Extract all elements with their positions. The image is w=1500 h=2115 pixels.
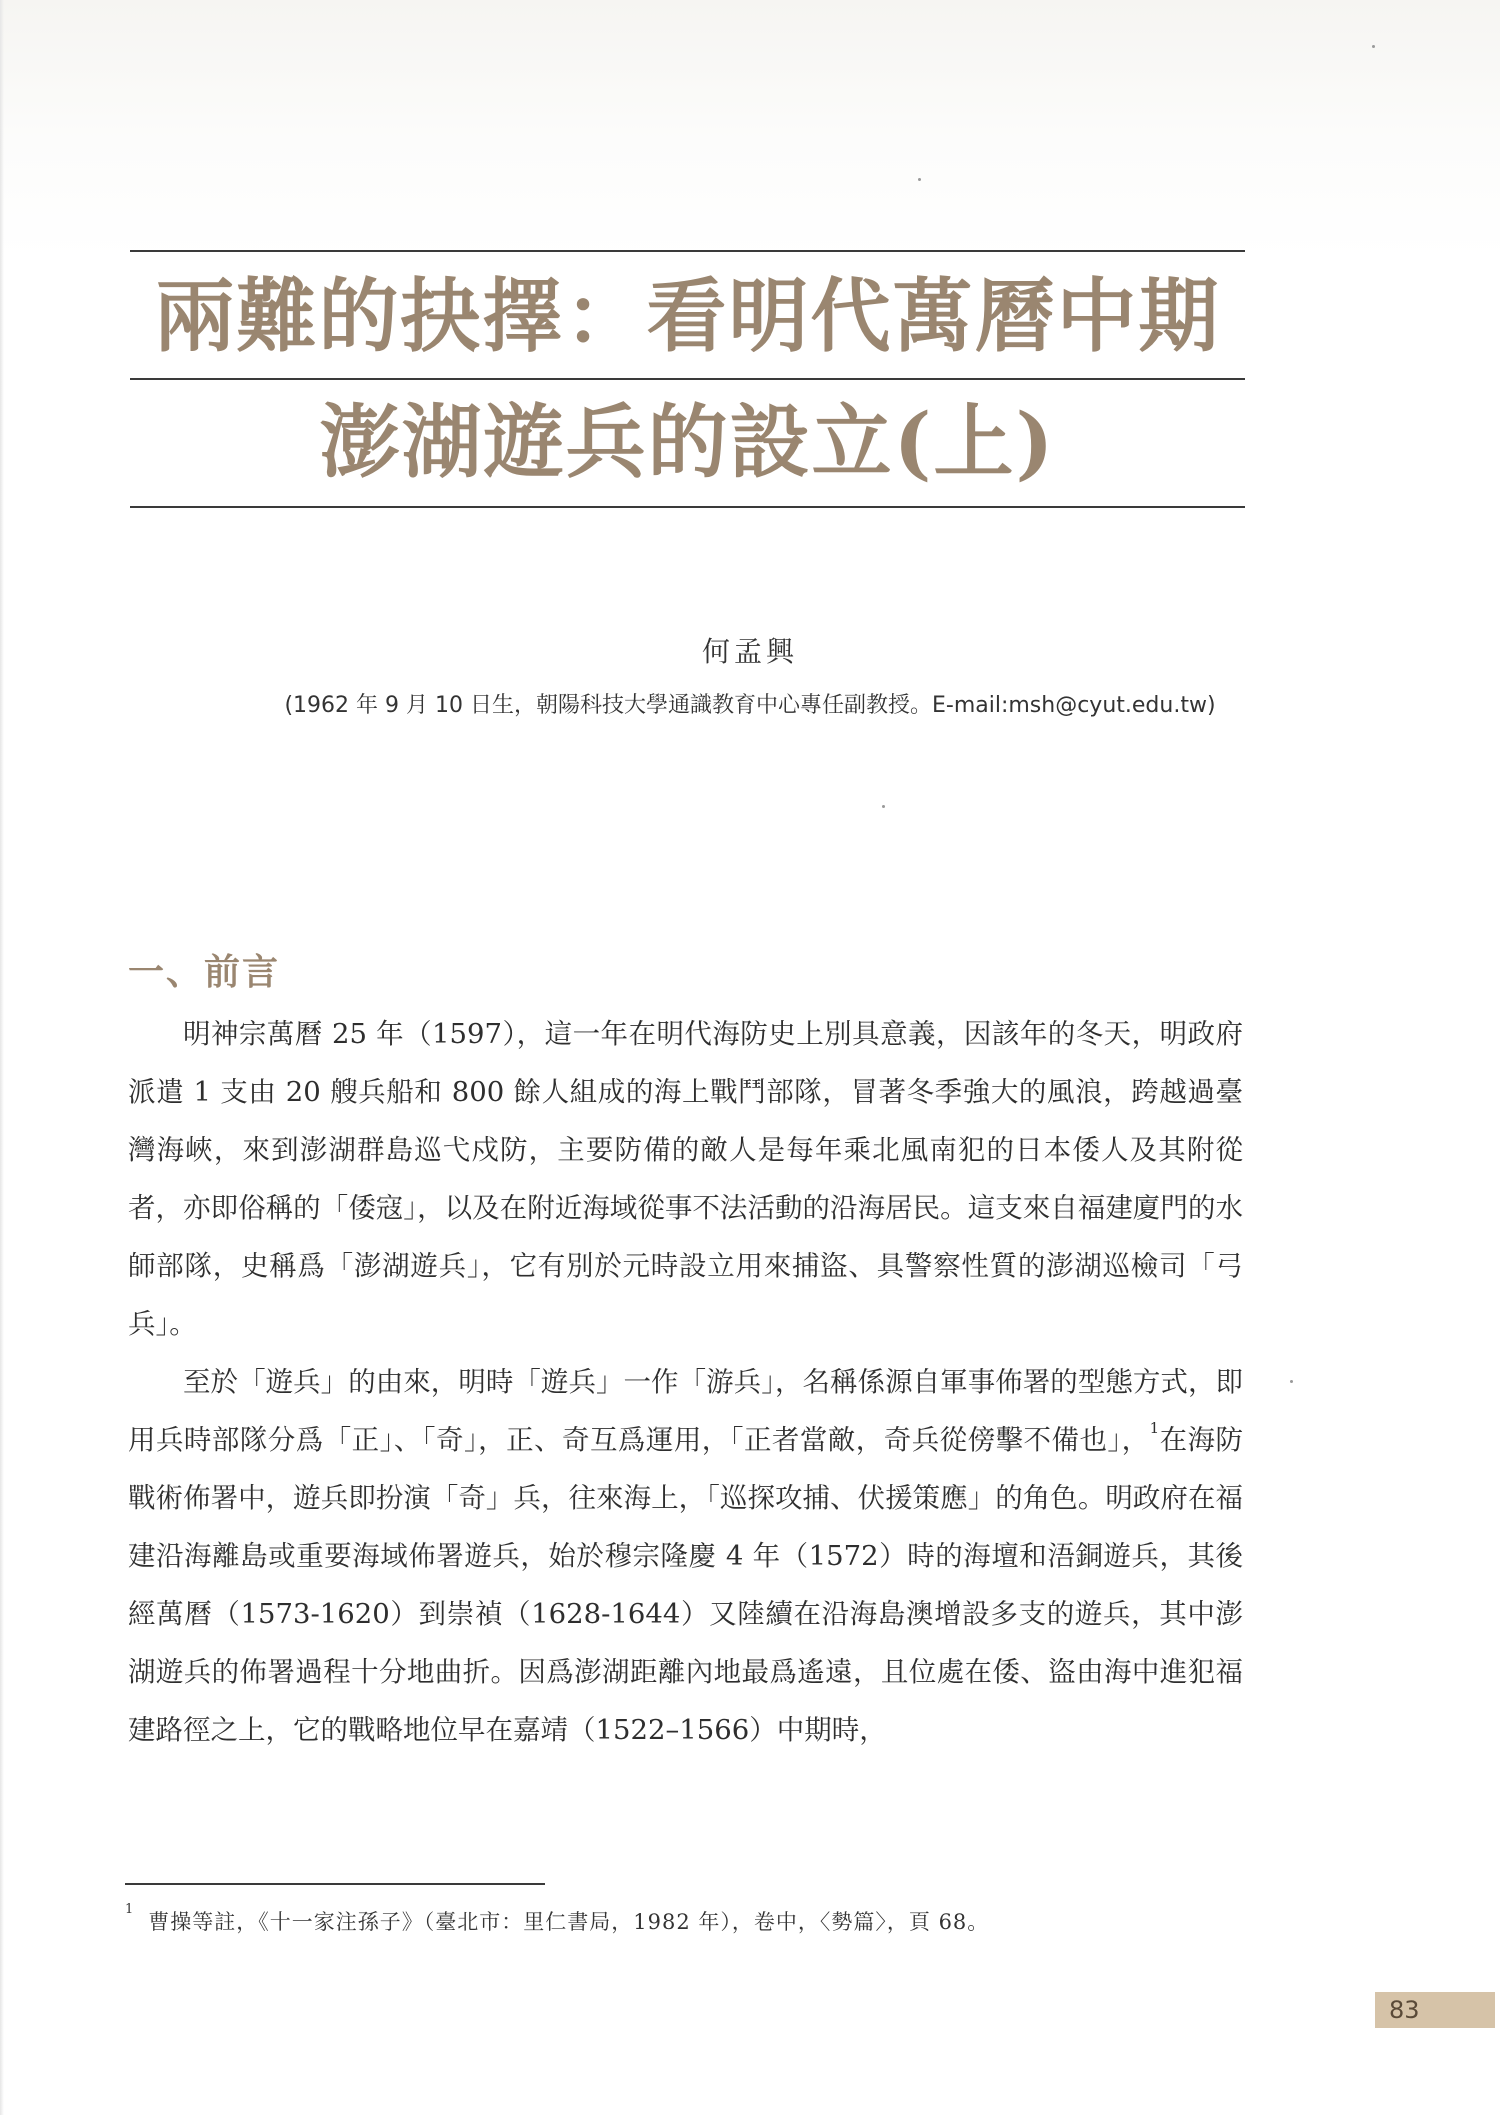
body-text: [128, 1005, 1243, 1759]
title-line-1: 兩難的抉擇：看明代萬曆中期: [154, 269, 1221, 363]
scan-edge: [0, 0, 4, 2115]
footnote-text: 曹操等註，《十一家注孫子》（臺北市：里仁書局，1982 年），卷中，〈勢篇〉，頁 68。: [148, 1910, 990, 1934]
paragraph-2-part-2: 在海防戰術佈署中，遊兵即扮演「奇」兵，往來海上，「巡探攻捕、伏援策應」的角色。明政府在福建沿海離島或重要海域佈署遊兵，始於穆宗隆慶 4 年（1572）時的海壇和浯銅遊兵，其後經萬曆（1573-1620）到崇禎（1628-1644）又陸續在沿海島澳增設多支的遊兵，其中澎湖遊兵的佈署過程十分地曲折。因爲澎湖距離內地最爲遙遠，且位處在倭、盜由海中進犯福建路徑之上，它的戰略地位早在嘉靖（1522–1566）中期時，: [128, 1424, 1243, 1746]
footnote-reference[interactable]: 1: [1149, 1418, 1160, 1437]
footnote-marker: 1: [125, 1902, 135, 1917]
footnote-rule: [125, 1883, 545, 1885]
page-number: 83: [1375, 1992, 1495, 2028]
paragraph-1: 明神宗萬曆 25 年（1597），這一年在明代海防史上別具意義，因該年的冬天，明政府派遣 1 支由 20 艘兵船和 800 餘人組成的海上戰鬥部隊，冒著冬季強大的風浪，跨越過臺灣海峽，來到澎湖群島巡弋戍防，主要防備的敵人是每年乘北風南犯的日本倭人及其附從者，亦即俗稱的「倭寇」，以及在附近海域從事不法活動的沿海居民。這支來自福建廈門的水師部隊，史稱爲「澎湖遊兵」，它有別於元時設立用來捕盜、具警察性質的澎湖巡檢司「弓兵」。: [128, 1018, 1243, 1340]
scan-speck: [1372, 45, 1375, 48]
title-rule-bottom: [130, 506, 1245, 508]
paragraph-2-part-1: 至於「遊兵」的由來，明時「遊兵」一作「游兵」，名稱係源自軍事佈署的型態方式，即用兵時部隊分爲「正」、「奇」，正、奇互爲運用，「正者當敵，奇兵從傍擊不備也」，: [128, 1366, 1243, 1456]
title-line-2: 澎湖遊兵的設立(上): [319, 395, 1056, 489]
scan-speck: [1290, 1380, 1293, 1383]
author-affiliation: (1962 年 9 月 10 日生，朝陽科技大學通識教育中心專任副教授。E-mail:msh@cyut.edu.tw): [284, 693, 1216, 718]
footnote: [125, 1902, 1245, 1936]
scan-speck: [918, 178, 921, 181]
section-heading: 一、前言: [128, 952, 281, 993]
title-block: [130, 250, 1245, 508]
paragraph-2: [128, 1353, 1243, 1759]
author-name: 何孟興: [701, 635, 798, 668]
scan-speck: [882, 805, 885, 808]
